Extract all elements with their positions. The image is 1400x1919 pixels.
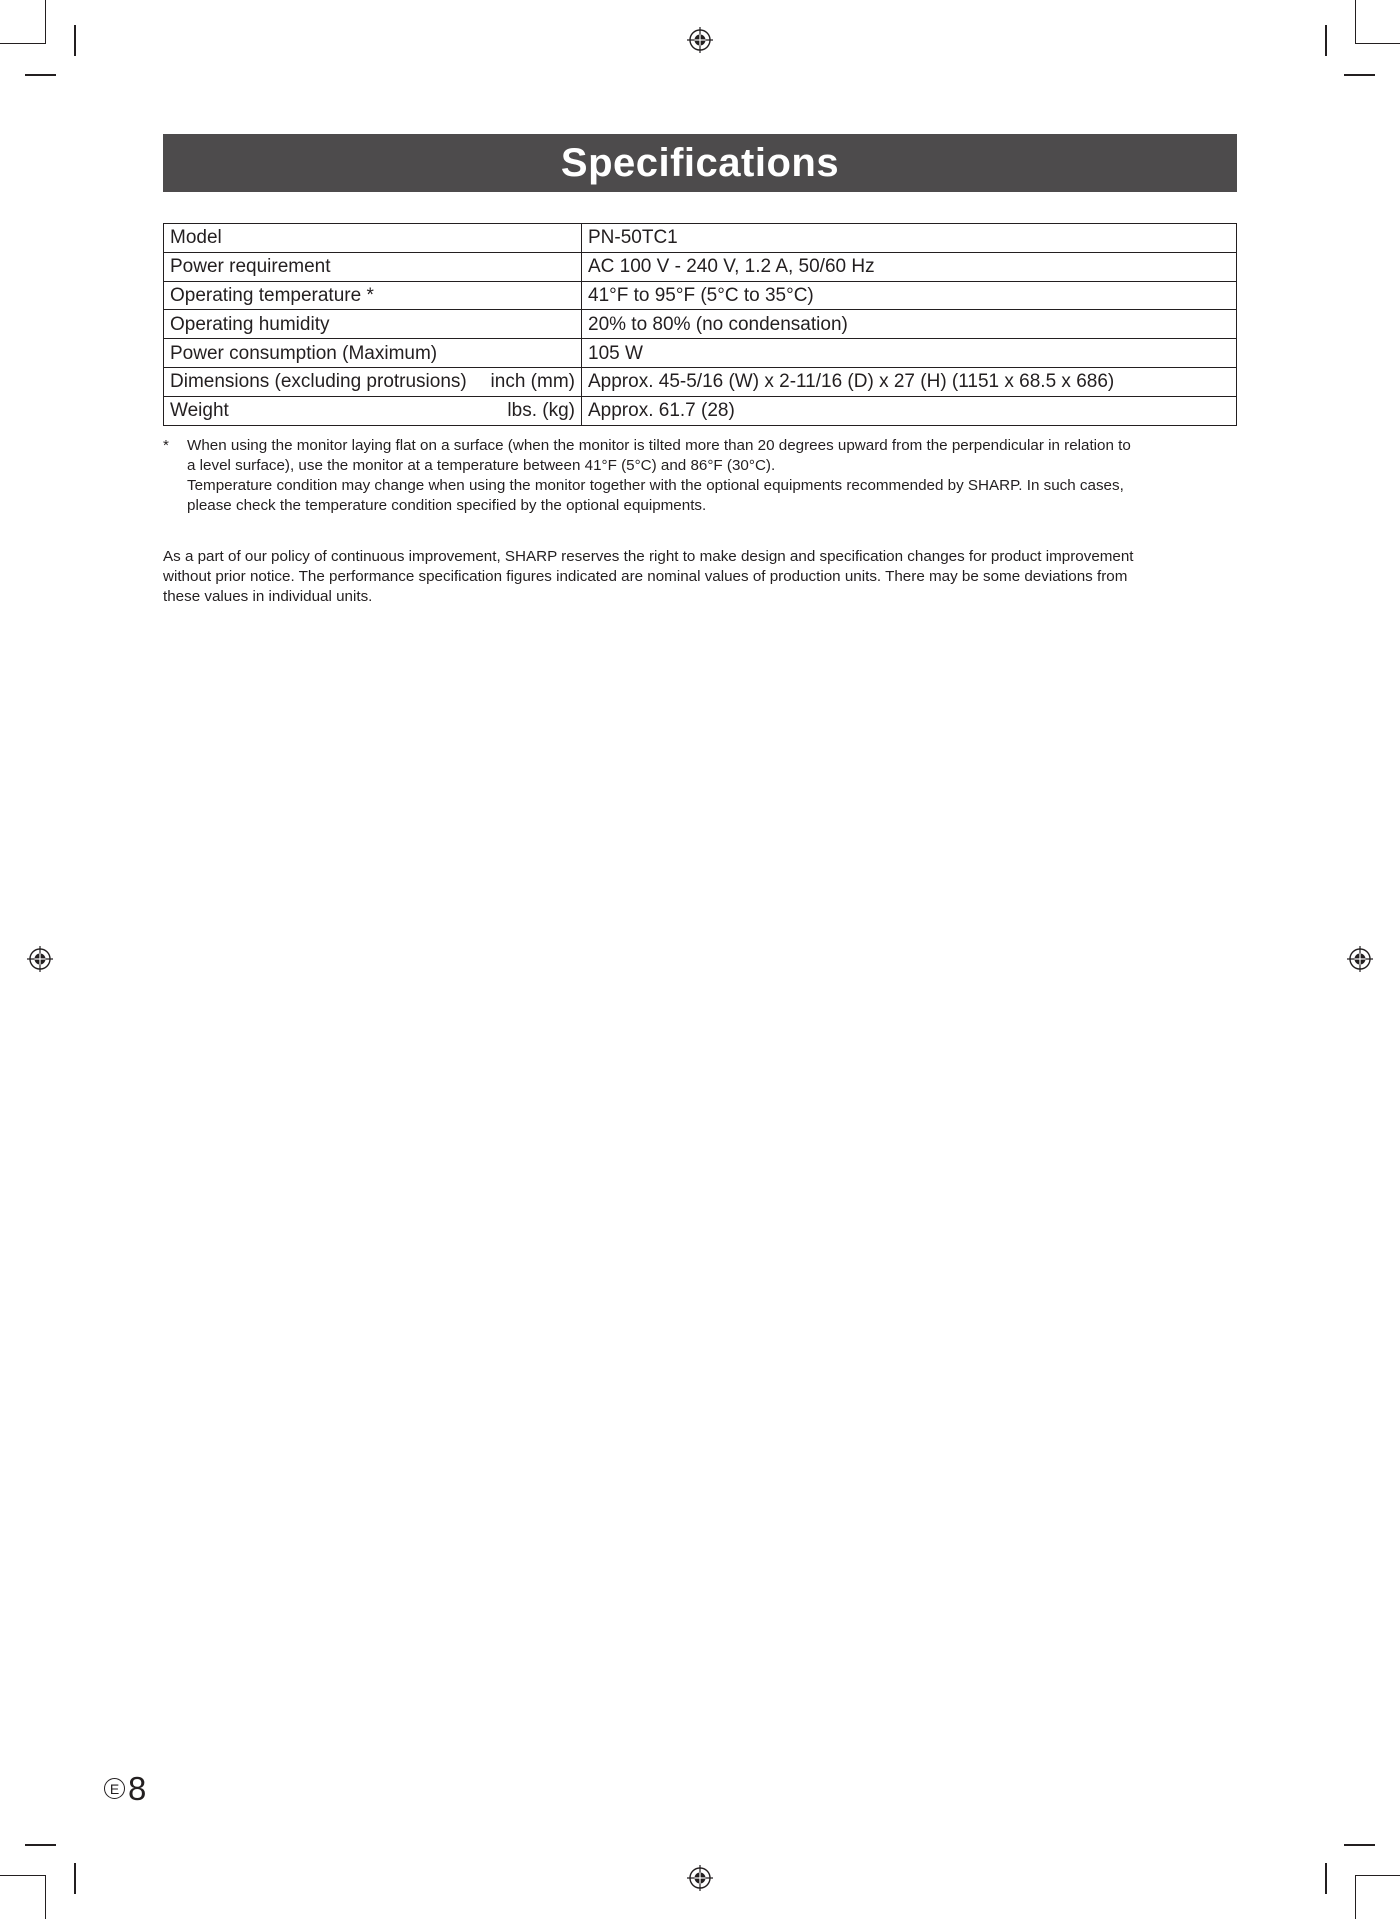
table-row [164,367,1237,396]
page-title: Specifications [163,134,1237,192]
spec-label-cell [164,252,582,281]
table-row [164,339,1237,368]
spec-value: Approx. 61.7 (28) [582,396,1237,425]
table-row [164,310,1237,339]
page-number-value: 8 [128,1770,147,1807]
spec-label-cell [164,396,582,425]
spec-label-cell [164,339,582,368]
spec-value: Approx. 45-5/16 (W) x 2-11/16 (D) x 27 (H) (1151 x 68.5 x 686) [582,367,1237,396]
table-row [164,396,1237,425]
footnote-line: please check the temperature condition specified by the optional equipments. [187,497,707,514]
footnote-marker: * [163,437,169,454]
policy-paragraph [163,547,1243,607]
footnote [163,436,1237,516]
footnote-line: Temperature condition may change when using the monitor together with the optional equipments recommended by SHARP. In such cases, [187,477,1124,494]
policy-line: without prior notice. The performance specification figures indicated are nominal values of production units. There may be some deviations from [163,568,1128,585]
table-row [164,252,1237,281]
footnote-line: When using the monitor laying flat on a surface (when the monitor is tilted more than 20 degrees upward from the perpendicular in relation to [187,437,1131,454]
table-row [164,224,1237,253]
registration-mark-bottom-icon [687,1865,713,1891]
spec-value: 105 W [582,339,1237,368]
specifications-table [163,223,1237,426]
spec-label-cell [164,224,582,253]
spec-label: Model [170,227,222,249]
footnote-line: a level surface), use the monitor at a temperature between 41°F (5°C) and 86°F (30°C). [187,457,776,474]
spec-label: Dimensions (excluding protrusions) [170,371,467,393]
registration-mark-left-icon [27,946,53,972]
page-number [104,1772,146,1805]
spec-label-cell [164,281,582,310]
spec-label-cell [164,367,582,396]
spec-value: PN-50TC1 [582,224,1237,253]
spec-unit: inch (mm) [490,371,575,393]
footnote-text [187,436,1131,516]
language-mark: E [104,1778,125,1799]
spec-value: 41°F to 95°F (5°C to 35°C) [582,281,1237,310]
spec-value: AC 100 V - 240 V, 1.2 A, 50/60 Hz [582,252,1237,281]
spec-label: Weight [170,400,229,422]
policy-line: As a part of our policy of continuous improvement, SHARP reserves the right to make design and specification changes for product improvement [163,548,1134,565]
registration-mark-top-icon [687,27,713,53]
spec-label-cell [164,310,582,339]
spec-label: Power consumption (Maximum) [170,342,438,364]
spec-label: Operating temperature * [170,284,374,306]
policy-line: these values in individual units. [163,588,373,605]
spec-label: Operating humidity [170,313,330,335]
spec-unit: lbs. (kg) [507,400,575,422]
spec-value: 20% to 80% (no condensation) [582,310,1237,339]
table-row [164,281,1237,310]
spec-label: Power requirement [170,256,331,278]
registration-mark-right-icon [1347,946,1373,972]
